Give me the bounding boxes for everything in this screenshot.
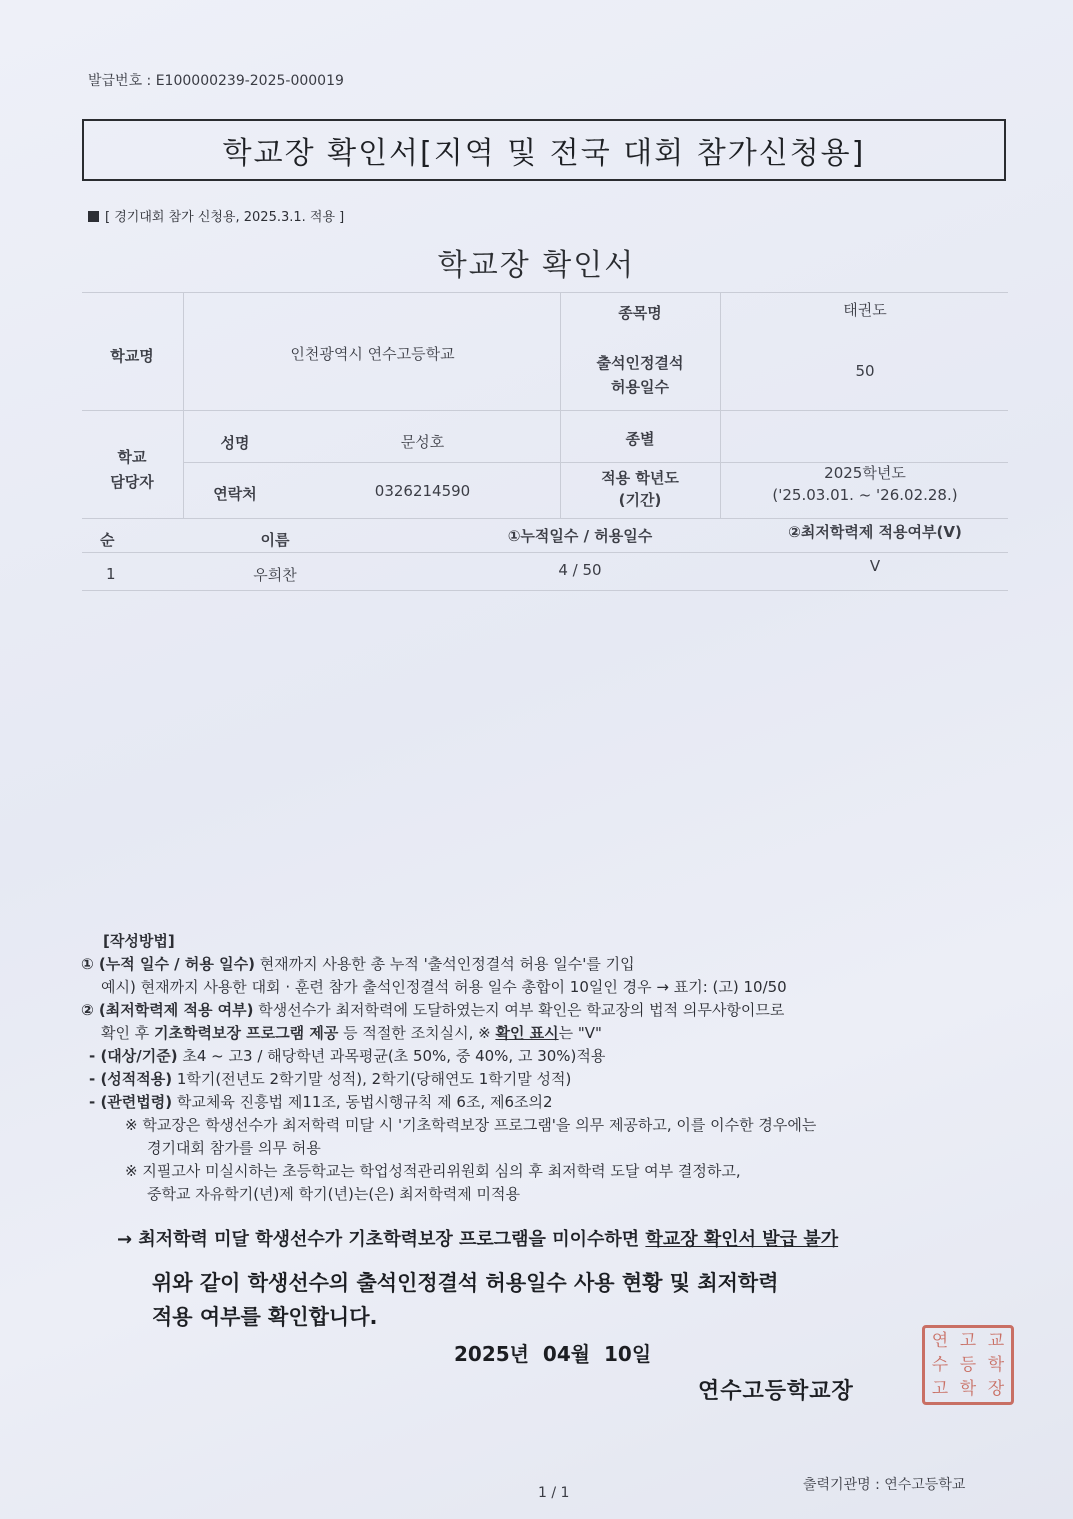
table-line (82, 410, 1008, 411)
allowed-days-value: 50 (855, 362, 875, 380)
table-line (720, 292, 721, 518)
issuance-warning-text: → 최저학력 미달 학생선수가 기초학력보장 프로그램을 미이수하면 (117, 1229, 646, 1250)
sub-note-text: [ 경기대회 참가 신청용, 2025.3.1. 적용 ] (105, 210, 345, 225)
contact-value: 0326214590 (374, 482, 471, 500)
note-2-cont-c: 는 "V" (558, 1024, 602, 1042)
allowed-days-label-2: 허용일수 (611, 378, 669, 396)
detail-law-text: 학교체육 진흥법 제11조, 동법시행규칙 제 6조, 제6조의2 (172, 1093, 553, 1111)
note-2-text: 학생선수가 최저학력에 도달하였는지 여부 확인은 학교장의 법적 의무사항이므로 (253, 1001, 785, 1019)
seal-char: 고 (959, 1331, 977, 1351)
allowed-days-label-1: 출석인정결석 (596, 354, 684, 372)
note-2-cont-b: 등 적절한 조치실시, ※ (338, 1024, 496, 1042)
bullet-square-icon (88, 211, 99, 222)
table-line (82, 518, 1008, 519)
note-2-mark: 확인 표시 (495, 1024, 559, 1042)
detail-target (89, 1045, 1003, 1068)
confirmation-statement (152, 1266, 779, 1334)
issuance-warning (117, 1225, 838, 1251)
document-title: 학교장 확인서 (437, 248, 636, 283)
note-2 (81, 999, 1003, 1022)
seal-char: 교 (987, 1331, 1005, 1351)
seal-char: 학 (959, 1379, 977, 1399)
detail-grades-title: - (성적적용) (89, 1070, 173, 1088)
year-label-2: (기간) (618, 491, 662, 509)
remark-1-cont: 경기대회 참가를 의무 허용 (147, 1139, 321, 1157)
seal-char: 장 (987, 1379, 1005, 1399)
detail-target-title: - (대상/기준) (89, 1047, 178, 1065)
seal-char: 등 (959, 1355, 977, 1375)
detail-law-title: - (관련법령) (89, 1093, 173, 1111)
header-title: 학교장 확인서[지역 및 전국 대회 참가신청용] (222, 136, 866, 171)
remark-2-cont: 중학교 자유학기(년)제 학기(년)는(은) 최저학력제 미적용 (147, 1185, 520, 1203)
year-label-1: 적용 학년도 (601, 469, 679, 487)
note-2-title: ② (최저학력제 적용 여부) (81, 1001, 254, 1019)
sub-note (88, 206, 344, 225)
row-name: 우희찬 (253, 566, 297, 584)
manager-label-2: 담당자 (110, 473, 154, 491)
page-number: 1 / 1 (538, 1485, 570, 1501)
header-title-box (82, 119, 1006, 181)
note-1 (81, 953, 1003, 976)
manager-label-1: 학교 (117, 448, 147, 466)
notes-heading: [작성방법] (103, 932, 175, 950)
col-header-name: 이름 (260, 531, 290, 549)
col-header-days: ①누적일수 / 허용일수 (507, 527, 653, 545)
year-value-2: ('25.03.01. ~ '26.02.28.) (772, 486, 958, 504)
note-1-text: 현재까지 사용한 총 누적 '출석인정결석 허용 일수'를 기입 (254, 955, 635, 973)
principal-signature: 연수고등학교장 (698, 1379, 854, 1404)
name-value: 문성호 (400, 433, 445, 451)
issuance-warning-underline: 학교장 확인서 발급 불가 (645, 1229, 839, 1250)
school-value: 인천광역시 연수고등학교 (290, 345, 455, 363)
row-no: 1 (106, 565, 116, 583)
event-value: 태권도 (843, 301, 887, 319)
detail-grades-text: 1학기(전년도 2학기말 성적), 2학기(당해연도 1학기말 성적) (172, 1070, 572, 1088)
note-2-cont-a: 확인 후 (101, 1024, 155, 1042)
remark-1: ※ 학교장은 학생선수가 최저학력 미달 시 '기초학력보장 프로그램'을 의무 제공하고, 이를 이수한 경우에는 (125, 1116, 817, 1134)
detail-law (89, 1091, 1003, 1114)
event-label: 종목명 (618, 304, 662, 322)
col-header-applied: ②최저학력제 적용여부(V) (788, 523, 962, 541)
detail-target-text: 초4 ~ 고3 / 해당학년 과목평균(초 50%, 중 40%, 고 30%)적용 (177, 1047, 606, 1065)
name-label: 성명 (220, 434, 250, 452)
row-days: 4 / 50 (558, 561, 602, 579)
table-line (183, 292, 184, 518)
table-line (82, 292, 1008, 293)
contact-label: 연락처 (213, 485, 257, 503)
note-1-title: ① (누적 일수 / 허용 일수) (81, 955, 255, 973)
seal-char: 고 (931, 1379, 949, 1399)
confirmation-line-1: 위와 같이 학생선수의 출석인정결석 허용일수 사용 현황 및 최저학력 (152, 1271, 779, 1295)
table-line (560, 292, 561, 518)
table-line (82, 552, 1008, 553)
issue-date: 2025년 04월 10일 (454, 1342, 652, 1366)
year-value-1: 2025학년도 (824, 464, 906, 482)
issuing-institution: 출력기관명 : 연수고등학교 (803, 1477, 966, 1493)
seal-char: 연 (931, 1331, 949, 1351)
table-line (82, 590, 1008, 591)
type-label: 종별 (625, 430, 655, 448)
instructions (81, 930, 1003, 1206)
detail-grades (89, 1068, 1003, 1091)
seal-char: 수 (931, 1355, 949, 1375)
note-2-cont-bold: 기초학력보장 프로그램 제공 (154, 1024, 339, 1042)
col-header-no: 순 (100, 531, 115, 549)
note-1-example: 예시) 현재까지 사용한 대회 · 훈련 참가 출석인정결석 허용 일수 총합이 10일인 경우 → 표기: (고) 10/50 (101, 978, 787, 996)
note-2-continued (81, 1022, 1003, 1045)
school-label: 학교명 (110, 347, 154, 365)
seal-char: 학 (987, 1355, 1005, 1375)
confirmation-line-2: 적용 여부를 확인합니다. (152, 1305, 378, 1329)
remark-2: ※ 지필고사 미실시하는 초등학교는 학업성적관리위원회 심의 후 최저학력 도달 여부 결정하고, (125, 1162, 741, 1180)
issue-number: 발급번호 : E100000239-2025-000019 (88, 73, 344, 89)
row-applied: V (869, 557, 881, 575)
school-seal-stamp (922, 1325, 1014, 1405)
